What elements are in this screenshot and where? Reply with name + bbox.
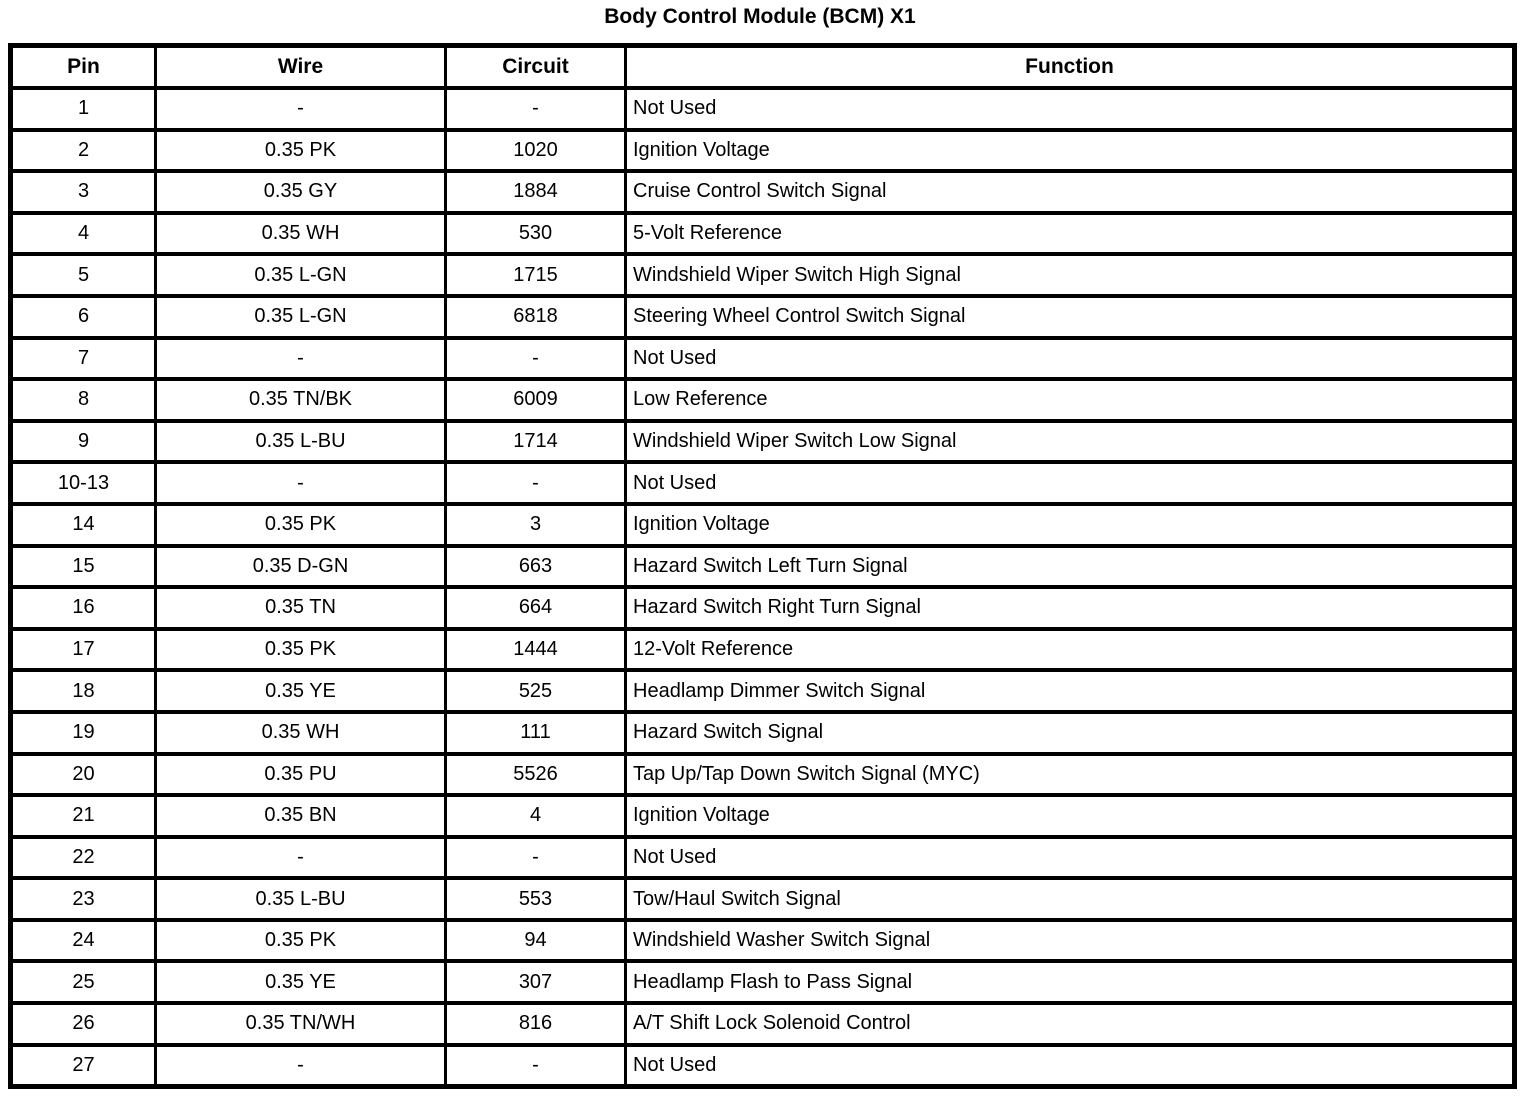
cell-function: Ignition Voltage <box>626 130 1515 172</box>
cell-wire: 0.35 PK <box>156 920 446 962</box>
cell-wire: 0.35 L-BU <box>156 878 446 920</box>
cell-wire: 0.35 PK <box>156 504 446 546</box>
cell-pin: 19 <box>11 712 156 754</box>
cell-wire: 0.35 PK <box>156 130 446 172</box>
cell-wire: - <box>156 338 446 380</box>
cell-pin: 20 <box>11 754 156 796</box>
cell-wire: 0.35 L-GN <box>156 254 446 296</box>
cell-function: Windshield Wiper Switch Low Signal <box>626 421 1515 463</box>
cell-circuit: 3 <box>446 504 626 546</box>
table-row <box>11 712 1515 754</box>
cell-pin: 18 <box>11 670 156 712</box>
cell-wire: 0.35 TN <box>156 587 446 629</box>
cell-wire: - <box>156 837 446 879</box>
cell-pin: 6 <box>11 296 156 338</box>
table-row <box>11 587 1515 629</box>
cell-function: Not Used <box>626 88 1515 130</box>
cell-wire: 0.35 PK <box>156 629 446 671</box>
cell-circuit: 1884 <box>446 171 626 213</box>
cell-circuit: - <box>446 462 626 504</box>
cell-wire: 0.35 TN/WH <box>156 1003 446 1045</box>
cell-circuit: 5526 <box>446 754 626 796</box>
cell-function: Hazard Switch Left Turn Signal <box>626 546 1515 588</box>
cell-circuit: 525 <box>446 670 626 712</box>
cell-circuit: 94 <box>446 920 626 962</box>
cell-pin: 23 <box>11 878 156 920</box>
cell-function: Tap Up/Tap Down Switch Signal (MYC) <box>626 754 1515 796</box>
cell-wire: 0.35 BN <box>156 795 446 837</box>
table-row <box>11 254 1515 296</box>
cell-pin: 3 <box>11 171 156 213</box>
table-row <box>11 546 1515 588</box>
cell-wire: 0.35 YE <box>156 670 446 712</box>
cell-circuit: 1020 <box>446 130 626 172</box>
cell-circuit: 553 <box>446 878 626 920</box>
cell-function: 5-Volt Reference <box>626 213 1515 255</box>
table-row <box>11 213 1515 255</box>
cell-pin: 10-13 <box>11 462 156 504</box>
cell-circuit: 307 <box>446 961 626 1003</box>
cell-function: Hazard Switch Signal <box>626 712 1515 754</box>
cell-pin: 27 <box>11 1045 156 1087</box>
table-row <box>11 462 1515 504</box>
cell-wire: 0.35 WH <box>156 712 446 754</box>
table-row <box>11 670 1515 712</box>
cell-pin: 4 <box>11 213 156 255</box>
cell-function: A/T Shift Lock Solenoid Control <box>626 1003 1515 1045</box>
cell-circuit: 4 <box>446 795 626 837</box>
cell-circuit: - <box>446 1045 626 1087</box>
cell-wire: 0.35 L-BU <box>156 421 446 463</box>
cell-circuit: 663 <box>446 546 626 588</box>
cell-wire: 0.35 WH <box>156 213 446 255</box>
table-row <box>11 1003 1515 1045</box>
cell-wire: - <box>156 1045 446 1087</box>
cell-pin: 21 <box>11 795 156 837</box>
cell-function: Steering Wheel Control Switch Signal <box>626 296 1515 338</box>
cell-pin: 24 <box>11 920 156 962</box>
table-row <box>11 171 1515 213</box>
cell-pin: 26 <box>11 1003 156 1045</box>
column-header-pin: Pin <box>11 46 156 89</box>
cell-function: Headlamp Dimmer Switch Signal <box>626 670 1515 712</box>
cell-pin: 5 <box>11 254 156 296</box>
table-row <box>11 920 1515 962</box>
cell-pin: 17 <box>11 629 156 671</box>
cell-circuit: 6818 <box>446 296 626 338</box>
cell-pin: 9 <box>11 421 156 463</box>
table-row <box>11 837 1515 879</box>
cell-wire: 0.35 GY <box>156 171 446 213</box>
cell-pin: 25 <box>11 961 156 1003</box>
cell-wire: 0.35 D-GN <box>156 546 446 588</box>
cell-function: Headlamp Flash to Pass Signal <box>626 961 1515 1003</box>
cell-circuit: 111 <box>446 712 626 754</box>
cell-function: Not Used <box>626 462 1515 504</box>
table-row <box>11 961 1515 1003</box>
table-row <box>11 130 1515 172</box>
cell-circuit: 6009 <box>446 379 626 421</box>
cell-function: Ignition Voltage <box>626 504 1515 546</box>
table-row <box>11 878 1515 920</box>
table-row <box>11 296 1515 338</box>
cell-function: Not Used <box>626 837 1515 879</box>
cell-circuit: 530 <box>446 213 626 255</box>
cell-function: Not Used <box>626 338 1515 380</box>
cell-pin: 8 <box>11 379 156 421</box>
cell-pin: 22 <box>11 837 156 879</box>
cell-pin: 16 <box>11 587 156 629</box>
column-header-circuit: Circuit <box>446 46 626 89</box>
cell-circuit: - <box>446 837 626 879</box>
cell-pin: 14 <box>11 504 156 546</box>
cell-circuit: 816 <box>446 1003 626 1045</box>
table-row <box>11 88 1515 130</box>
page-title: Body Control Module (BCM) X1 <box>604 5 916 28</box>
cell-function: Tow/Haul Switch Signal <box>626 878 1515 920</box>
cell-function: Ignition Voltage <box>626 795 1515 837</box>
table-row <box>11 504 1515 546</box>
cell-wire: 0.35 L-GN <box>156 296 446 338</box>
cell-circuit: - <box>446 88 626 130</box>
cell-circuit: 664 <box>446 587 626 629</box>
cell-function: Hazard Switch Right Turn Signal <box>626 587 1515 629</box>
cell-wire: - <box>156 462 446 504</box>
table-header <box>11 46 1515 89</box>
cell-wire: - <box>156 88 446 130</box>
cell-function: 12-Volt Reference <box>626 629 1515 671</box>
cell-function: Low Reference <box>626 379 1515 421</box>
cell-circuit: 1715 <box>446 254 626 296</box>
header-row <box>11 46 1515 89</box>
bcm-x1-pinout-table <box>8 43 1517 1089</box>
table-body <box>11 88 1515 1087</box>
cell-pin: 2 <box>11 130 156 172</box>
cell-function: Windshield Washer Switch Signal <box>626 920 1515 962</box>
cell-circuit: 1444 <box>446 629 626 671</box>
cell-circuit: 1714 <box>446 421 626 463</box>
table-row <box>11 629 1515 671</box>
cell-function: Cruise Control Switch Signal <box>626 171 1515 213</box>
column-header-function: Function <box>626 46 1515 89</box>
cell-pin: 7 <box>11 338 156 380</box>
column-header-wire: Wire <box>156 46 446 89</box>
table-row <box>11 1045 1515 1087</box>
table-row <box>11 754 1515 796</box>
table-row <box>11 421 1515 463</box>
cell-function: Not Used <box>626 1045 1515 1087</box>
cell-wire: 0.35 YE <box>156 961 446 1003</box>
cell-function: Windshield Wiper Switch High Signal <box>626 254 1515 296</box>
table-row <box>11 338 1515 380</box>
table-row <box>11 795 1515 837</box>
cell-wire: 0.35 PU <box>156 754 446 796</box>
cell-circuit: - <box>446 338 626 380</box>
table-row <box>11 379 1515 421</box>
cell-pin: 15 <box>11 546 156 588</box>
cell-pin: 1 <box>11 88 156 130</box>
cell-wire: 0.35 TN/BK <box>156 379 446 421</box>
